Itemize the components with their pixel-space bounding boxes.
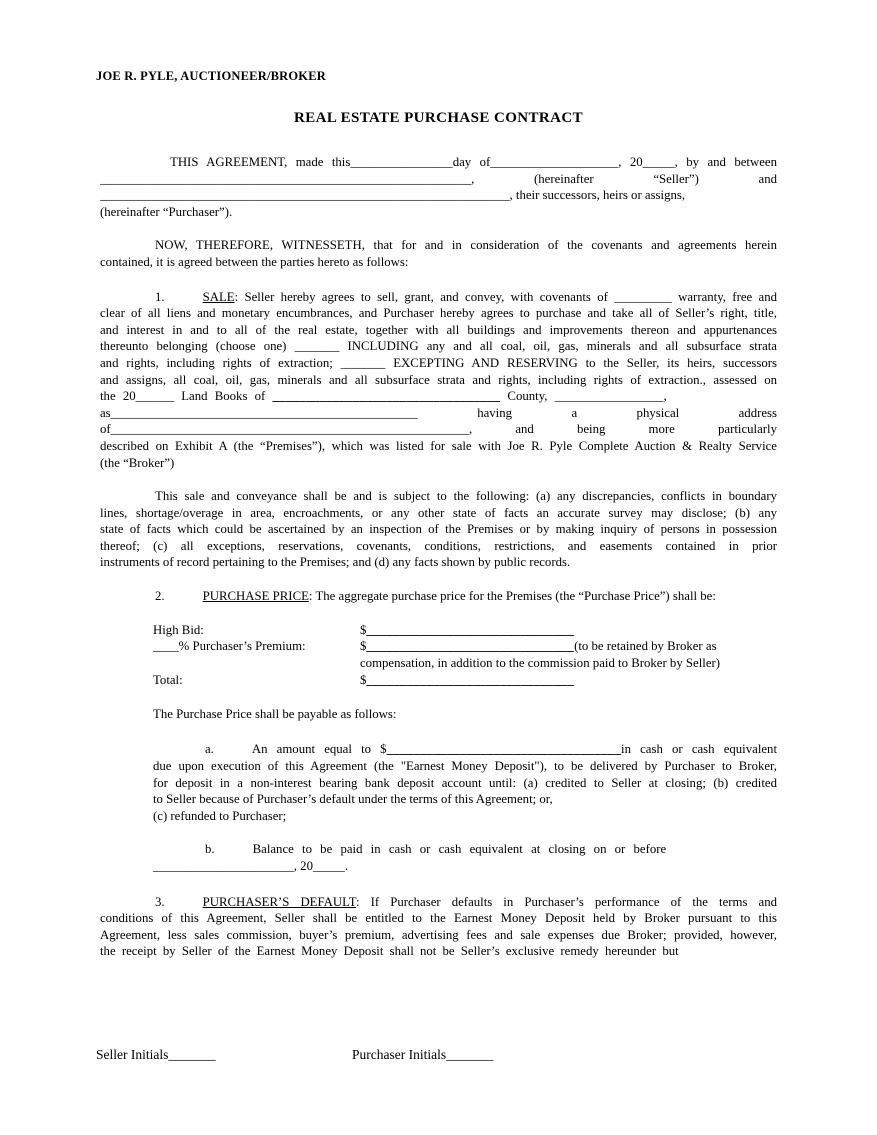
text-line: __________________________________________________________, (hereinafter “Seller”) and [100,171,777,186]
text-line: as________________________________________________ having a physical address [100,405,777,420]
price-row-label [153,655,360,672]
text-line: state of facts which could be ascertained by an inspection of the Premises or by making inquiry of persons in possession [100,522,777,537]
text-line: THIS AGREEMENT, made this________________day of____________________, 20_____, by and between [170,155,777,169]
text-line: (the “Broker”) [100,455,175,470]
blank-field: _______________________________ [366,622,575,637]
text-line: for deposit in a non-interest bearing bank deposit account until: (a) credited to Seller at closing; (b) credited [153,775,777,790]
underlined-heading: PURCHASER’S DEFAULT [202,894,356,909]
text-line: b. Balance to be paid in cash or cash equivalent at closing on or before [205,842,667,857]
text-line: due upon execution of this Agreement (the "Earnest Money Deposit"), to be delivered by Purchaser to Broker, [153,759,777,774]
purchaser-initials-label: Purchaser Initials_______ [352,1047,494,1062]
text-line: ______________________, 20_____. [153,859,349,873]
blank-field: _______________________________ [366,673,575,688]
text-line: the receipt by Seller of the Earnest Money Deposit shall not be Seller’s exclusive remedy hereunder but [100,944,679,959]
text-line: 1. SALE: Seller hereby agrees to sell, grant, and convey, with covenants of _________ warranty, free and [155,289,777,304]
price-row [153,672,777,689]
text-line: The Purchase Price shall be payable as follows: [153,706,397,721]
price-row-label: ____% Purchaser’s Premium: [153,639,306,654]
price-row-value: $_______________________________ [360,673,575,688]
text-line: of________________________________________________________, and being more particularly [100,422,777,437]
price-row [153,638,777,655]
section-a-earnest-money [153,741,777,824]
text-line: thereunto belonging (choose one) _______ INCLUDING any and all coal, oil, gas, minerals and all subsurface strata [100,339,777,354]
text-line: a. An amount equal to $___________________________________in cash or cash equivalent [205,742,778,757]
text-line: and assigns, all coal, oil, gas, minerals and all subsurface strata and rights, including rights of extraction., assessed on [100,372,777,387]
text-line: thereof; (c) all exceptions, reservations, covenants, conditions, restrictions, and easements contained in prior [100,538,777,553]
document-body [100,154,777,960]
price-row-label: Total: [153,673,183,688]
text-line: ________________________________________________________________, their successors, heirs or assigns, [100,188,686,203]
blank-field: _______________________________ [366,639,575,654]
price-row [153,622,777,639]
text-line: conditions of this Agreement, Seller shall be entitled to the Earnest Money Deposit held by Broker pursuant to this [100,911,777,926]
text-line: 2. PURCHASE PRICE: The aggregate purchase price for the Premises (the “Purchase Price”) shall be: [155,589,716,604]
section-3-purchasers-default [100,894,777,960]
blank-field: __________________________________ [272,389,501,404]
sale-subject-paragraph [100,488,777,571]
text-line: Agreement, less sales commission, buyer’s premium, advertising fees and sale expenses due Broker; provided, however, [100,927,777,942]
text-line: contained, it is agreed between the parties hereto as follows: [100,254,409,269]
payable-line [153,706,777,723]
broker-header: JOE R. PYLE, AUCTIONEER/BROKER [96,69,326,83]
text-line: to Seller because of Purchaser’s default under the terms of this Agreement; or, [153,792,553,807]
text-line: (c) refunded to Purchaser; [153,808,287,823]
price-table [153,622,777,689]
text-line: and interest in and to all of the real estate, together with all buildings and improvements thereon and appurtenances [100,322,777,337]
section-1-sale [100,289,777,472]
section-b-balance [153,841,777,874]
initials-footer [96,1046,777,1063]
text-line: the 20______ Land Books of __________________________________ County, _________________, [100,389,667,404]
text-line: NOW, THEREFORE, WITNESSETH, that for and in consideration of the covenants and agreements herein [155,238,777,253]
text-line: 3. PURCHASER’S DEFAULT: If Purchaser defaults in Purchaser’s performance of the terms and [155,894,778,909]
underlined-heading: PURCHASE PRICE [202,589,309,604]
text-line: instruments of record pertaining to the Premises; and (d) any facts shown by public records. [100,555,571,570]
section-2-purchase-price-heading [100,588,777,605]
underlined-heading: SALE [202,289,235,304]
price-row-label: High Bid: [153,622,204,637]
blank-field: ___________________________________ [386,742,622,757]
text-line: (hereinafter “Purchaser”). [100,204,233,219]
price-row [153,655,777,672]
text-line: clear of all liens and monetary encumbrances, and Purchaser hereby agrees to purchase and take all of Seller’s right, title, [100,306,777,321]
text-line: described on Exhibit A (the “Premises”), which was listed for sale with Joe R. Pyle Complete Auction & Realty Service [100,438,777,453]
text-line: lines, shortage/overage in area, encroachments, or any other state of facts an accurate survey may disclose; (b) any [100,505,777,520]
price-row-value: compensation, in addition to the commission paid to Broker by Seller) [360,656,721,671]
text-line: and rights, including rights of extraction; _______ EXCEPTING AND RESERVING to the Seller, its heirs, successors [100,355,777,370]
seller-initials-label: Seller Initials_______ [96,1047,216,1062]
price-row-value: $_______________________________ [360,622,575,637]
page-title: REAL ESTATE PURCHASE CONTRACT [293,110,583,126]
price-row-value: $_______________________________(to be retained by Broker as [360,639,717,654]
opening-paragraph [100,154,777,220]
text-line: This sale and conveyance shall be and is subject to the following: (a) any discrepancies, conflicts in boundary [155,489,777,504]
witnesseth-paragraph [100,237,777,270]
